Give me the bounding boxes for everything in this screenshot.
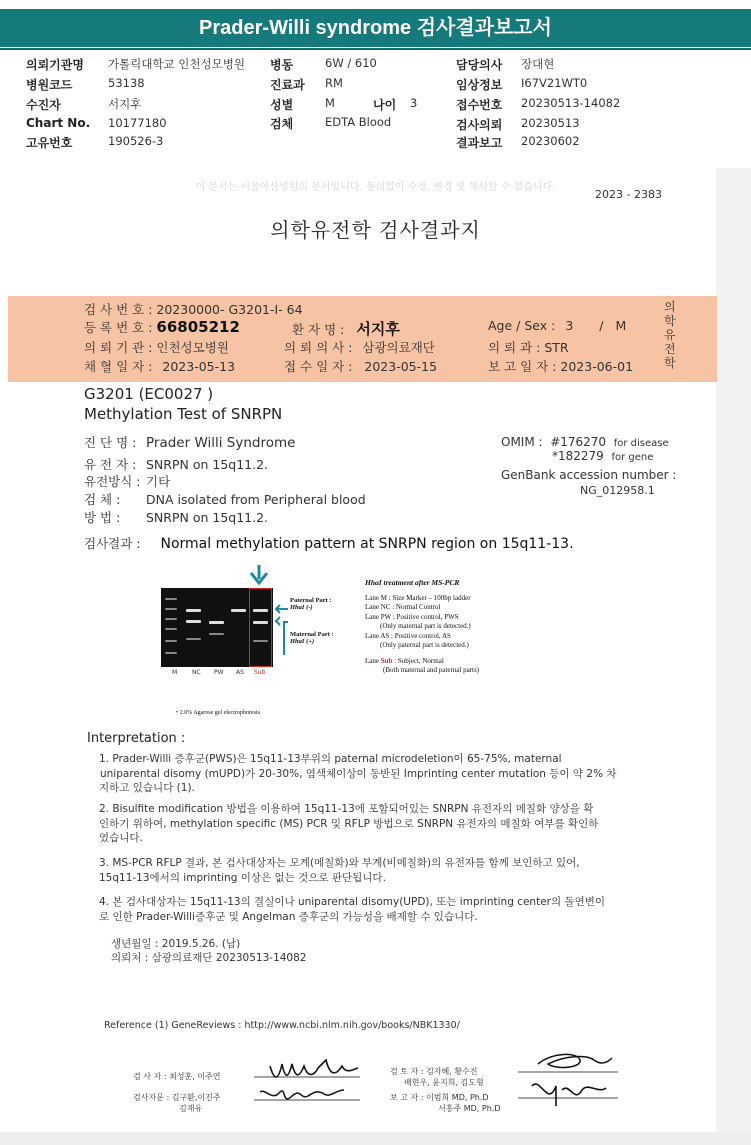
omim-gene: *182279 for gene: [552, 449, 654, 463]
subject-arrow-icon: [248, 565, 270, 589]
genbank-label: GenBank accession number :: [501, 468, 677, 482]
test-number-label: 검 사 번 호 :: [84, 302, 153, 317]
subject-lane-highlight: [249, 588, 272, 667]
value-institution: 가톨릭대학교 인천성모병원: [108, 57, 245, 71]
document-number: 2023 - 2383: [595, 188, 662, 201]
label-ward: 병동: [270, 58, 294, 72]
page-margin: [0, 168, 8, 1135]
reg-number-label: 등 록 번 호 :: [84, 320, 153, 335]
label-request-date: 검사의뢰: [456, 118, 503, 132]
label-report-date: 결과보고: [456, 136, 503, 150]
maternal-part-label: Maternal Part : HhaI (+): [290, 631, 334, 645]
label-hospital-code: 병원코드: [26, 78, 73, 92]
label-age: 나이: [373, 98, 397, 112]
label-specimen: 검체: [270, 117, 294, 131]
value-report-date: 20230602: [521, 134, 580, 148]
label-chart-no: Chart No.: [26, 116, 91, 130]
patient-name: 서지후: [356, 320, 400, 338]
method: SNRPN on 15q11.2.: [146, 510, 269, 525]
gel-legend: HhaI treatment after MS-PCR Lane M : Size Marker – 100bp ladder Lane NC : Normal Control Lane PW : Positive control, PWS (Only maternal part is detected.) Lane AS : Positive control, AS (Only paternal part is detected.) Lane Sub : Subject, Normal (Both maternal and paternal parts): [365, 578, 545, 676]
value-hospital-code: 53138: [108, 76, 145, 90]
patient-name-row: [292, 318, 400, 339]
test-number: 20230000- G3201-I- 64: [156, 302, 303, 317]
document-title: 의학유전학 검사결과지: [270, 218, 481, 242]
institution-row: [84, 338, 229, 356]
page-edge-stripe: [716, 168, 751, 1135]
doctor-row: [284, 338, 435, 356]
lane-label-pw: PW: [214, 669, 224, 676]
dept-row: [488, 338, 569, 356]
label-sex: 성별: [270, 98, 294, 112]
value-sex: M: [325, 96, 335, 110]
inheritance: 기타: [146, 474, 171, 489]
receipt-date: 2023-05-15: [364, 359, 438, 374]
gene-row: 유 전 자 : SNRPN on 15q11.2.: [84, 457, 269, 472]
receipt-date-label: 접 수 일 자 :: [284, 359, 353, 374]
value-chart-no: 10177180: [108, 116, 167, 130]
lane-label-as: AS: [236, 669, 244, 676]
label-patient: 수진자: [26, 98, 61, 112]
value-age: 3: [410, 96, 418, 110]
requester-info: 의뢰처 : 삼광의료재단 20230513-14082: [111, 952, 307, 964]
request-info-panel: [0, 52, 751, 152]
inheritance-row: 유전방식 : 기타: [84, 474, 171, 489]
registration-row: [84, 318, 240, 336]
collection-date-label: 채 혈 일 자 :: [84, 359, 153, 374]
test-number-row: [84, 300, 303, 318]
gel-note: • 2.0% Agarose gel electrophoresis: [176, 710, 260, 716]
value-clinical-info: I67V21WT0: [521, 76, 588, 90]
diagnosis: Prader Willi Syndrome: [146, 435, 296, 451]
legend-title: HhaI treatment after MS-PCR: [365, 578, 460, 587]
method-row: 방 법 : SNRPN on 15q11.2.: [84, 510, 269, 525]
tester-signature-image: [252, 1046, 362, 1116]
value-specimen: EDTA Blood: [325, 115, 392, 129]
label-doctor: 담당의사: [456, 58, 503, 72]
label-department: 진료과: [270, 78, 305, 92]
patient-name-label: 환 자 명 :: [292, 322, 345, 337]
reg-number: 66805212: [156, 318, 240, 336]
birth-date: 생년월일 : 2019.5.26. (남): [111, 938, 241, 950]
report-title: Prader-Willi syndrome 검사결과보고서: [0, 9, 751, 47]
dept: STR: [544, 340, 569, 355]
omim-disease: OMIM : #176270 for disease: [501, 435, 669, 449]
sex-value: M: [615, 318, 627, 333]
specimen-row: 검 체 : DNA isolated from Peripheral blood: [84, 492, 366, 507]
label-clinical-info: 임상정보: [456, 78, 503, 92]
label-institution: 의뢰기관명: [26, 58, 84, 72]
value-request-date: 20230513: [521, 116, 580, 130]
test-code: G3201 (EC0027 ): [84, 385, 214, 403]
test-result: [84, 534, 574, 552]
institution: 인천성모병원: [156, 340, 229, 355]
collection-date: 2023-05-13: [162, 359, 236, 374]
test-name: Methylation Test of SNRPN: [84, 405, 283, 423]
interpretation-paragraph-2: 2. Bisulfite modification 방법을 이용하여 15q11-13에 포함되어있는 SNRPN 유전자의 메칠화 양상을 확 인하기 위하여, methylation specific (MS) PCR 및 RFLP 방법으로 SNRPN 유전자의 메칠화 여부를 확인하 였습니다.: [99, 803, 599, 844]
value-accession: 20230513-14082: [521, 96, 621, 110]
genbank-accession: NG_012958.1: [580, 484, 655, 497]
watermark-text: 이 문서는 서울아산병원의 문서입니다. 동의없이 수정, 변경 및 복사할 수 없습니다.: [195, 182, 556, 193]
specimen: DNA isolated from Peripheral blood: [146, 492, 366, 507]
interpretation-paragraph-1: 1. Prader-Willi 증후군(PWS)은 15q11-13부위의 paternal microdeletion이 65-75%, maternal uniparental disomy (mUPD)가 20-30%, 염색체이상이 동반된 Imprinting center mutation 등이 약 2% 차 지하고 있습니다 (1).: [99, 753, 617, 794]
reporter-signature-label: 보 고 자 : 이범희 MD, Ph.D 서홍주 MD, Ph.D: [390, 1093, 501, 1113]
lane-label-m: M: [172, 669, 178, 676]
interpretation-paragraph-3: 3. MS-PCR RFLP 결과, 본 검사대상자는 모계(메칠화)와 부계(비메칠화)의 유전자를 함께 보인하고 있어, 15q11-13에서의 imprinting 이상은 없는 것으로 판단됩니다.: [99, 857, 580, 884]
gene: SNRPN on 15q11.2.: [146, 457, 269, 472]
reviewer-signature-label: 검 토 자 : 김자혜, 황수진 배현우, 윤지희, 김도형: [390, 1067, 484, 1087]
dept-label: 의 뢰 과 :: [488, 340, 541, 355]
collection-row: [84, 357, 235, 375]
value-doctor: 장대현: [521, 57, 555, 71]
reviewer-signature-image: [512, 1046, 622, 1116]
patient-info-band: [8, 296, 717, 382]
lane-label-sub: Sub: [254, 669, 266, 676]
value-ward: 6W / 610: [325, 56, 377, 70]
report-date-row: [488, 357, 633, 375]
doctor-label: 의 뢰 의 사 :: [284, 340, 353, 355]
report-date-label: 보 고 일 자 :: [488, 359, 557, 374]
interpretation-paragraph-4: 4. 본 검사대상자는 15q11-13의 결실이나 uniparental disomy(UPD), 또는 imprinting center의 돌연변이 로 인한 Prader-Willi증후군 및 Angelman 증후군의 가능성을 배제할 수 있습니다.: [99, 896, 606, 923]
label-unique-no: 고유번호: [26, 136, 73, 150]
band-arrows-icon: [274, 600, 290, 660]
interpretation-title: Interpretation :: [87, 731, 186, 746]
label-accession: 접수번호: [456, 98, 503, 112]
age-sex-label: Age / Sex :: [488, 318, 556, 333]
page-bottom-bar: [0, 1132, 751, 1145]
value-department: RM: [325, 76, 343, 90]
reference: Reference (1) GeneReviews : http://www.ncbi.nlm.nih.gov/books/NBK1330/: [104, 1020, 460, 1031]
result-label: 검사결과 :: [84, 536, 141, 551]
result-text: Normal methylation pattern at SNRPN region on 15q11-13.: [160, 536, 574, 552]
lane-label-nc: NC: [192, 669, 201, 676]
value-patient: 서지후: [108, 97, 142, 111]
value-unique-no: 190526-3: [108, 134, 164, 148]
doctor: 삼광의료재단: [362, 340, 435, 355]
advisor-signature-label: 검사자문 : 김구환,이진주 김재유: [133, 1093, 221, 1113]
vertical-department-label: 의 학 유 전 학: [664, 300, 676, 370]
age-sex-row: Age / Sex : 3 / M: [488, 318, 627, 333]
report-date: 2023-06-01: [560, 359, 634, 374]
diagnosis-row: 진 단 명 : Prader Willi Syndrome: [84, 435, 296, 451]
age-value: 3: [565, 318, 574, 333]
tester-signature-label: 검 사 자 : 최성훈, 이주연: [133, 1072, 221, 1081]
paternal-part-label: Paternal Part : HhaI (-): [290, 597, 332, 611]
institution-label: 의 뢰 기 관 :: [84, 340, 153, 355]
receipt-row: [284, 357, 437, 375]
